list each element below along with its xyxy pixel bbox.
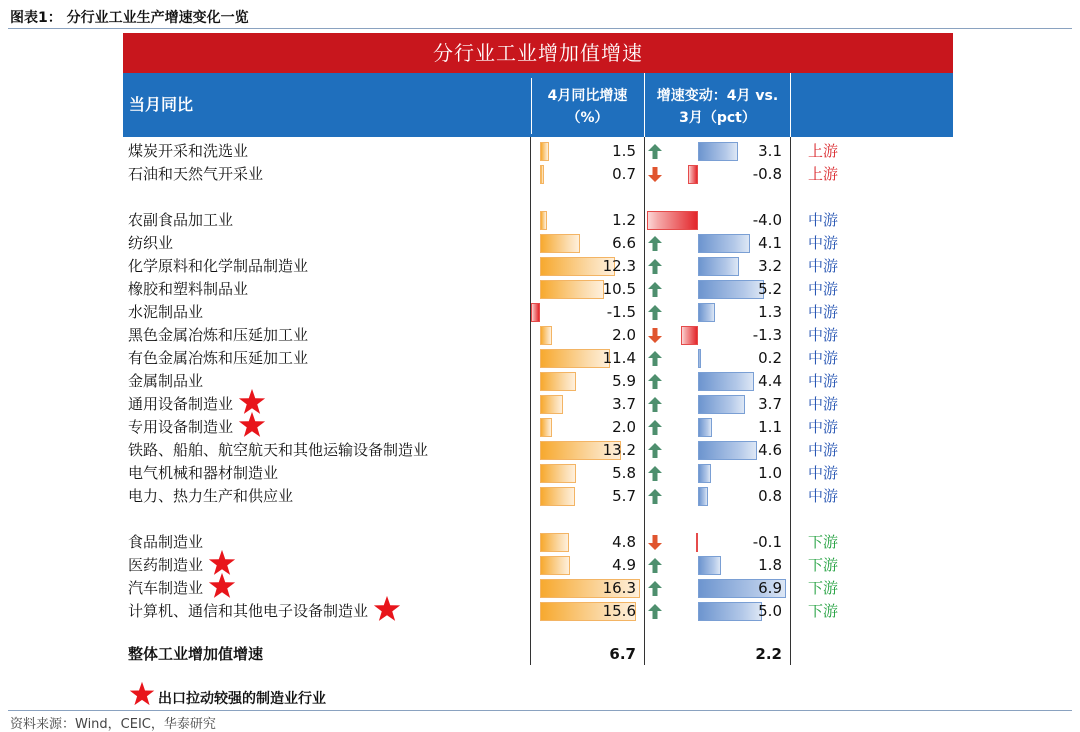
star-icon (207, 571, 237, 601)
change-label: 3.1 (758, 142, 782, 160)
value-label: -1.5 (606, 303, 636, 321)
arrow-up-icon (647, 603, 663, 620)
segment-label: 下游 (808, 579, 839, 597)
row-label: 有色金属冶炼和压延加工业 (128, 349, 309, 367)
header-separator (790, 78, 791, 134)
header-value-line2: （%） (566, 110, 609, 126)
row-label: 金属制品业 (128, 372, 204, 390)
segment-label: 中游 (808, 349, 839, 367)
change-label: 0.8 (758, 487, 782, 505)
header-separator (531, 78, 532, 134)
table-row (0, 347, 1080, 370)
value-label: 10.5 (602, 280, 636, 298)
table-banner: 分行业工业增加值增速 (123, 33, 953, 73)
value-label: 5.8 (612, 464, 636, 482)
header-category: 当月同比 (123, 73, 531, 137)
legend-label: 出口拉动较强的制造业行业 (158, 691, 326, 707)
segment-label: 中游 (808, 257, 839, 275)
row-label: 铁路、船舶、航空航天和其他运输设备制造业 (128, 441, 429, 459)
row-label: 专用设备制造业 (128, 418, 234, 436)
value-bar (540, 165, 544, 184)
row-label: 通用设备制造业 (128, 395, 234, 413)
change-label: 0.2 (758, 349, 782, 367)
source-rule (8, 710, 1072, 711)
value-label: 2.0 (612, 418, 636, 436)
row-label: 汽车制造业 (128, 579, 204, 597)
star-icon (237, 410, 267, 440)
change-bar (647, 211, 698, 230)
arrow-up-icon (647, 396, 663, 413)
segment-label: 中游 (808, 464, 839, 482)
change-label: 4.6 (758, 441, 782, 459)
title-rule (8, 28, 1072, 29)
segment-label: 中游 (808, 487, 839, 505)
table-row (0, 393, 1080, 416)
table-row (0, 255, 1080, 278)
row-label: 农副食品加工业 (128, 211, 234, 229)
segment-label: 中游 (808, 395, 839, 413)
change-label: 1.1 (758, 418, 782, 436)
value-label: 6.6 (612, 234, 636, 252)
segment-label: 中游 (808, 211, 839, 229)
row-label: 医药制造业 (128, 556, 204, 574)
arrow-down-icon (647, 534, 663, 551)
arrow-up-icon (647, 350, 663, 367)
header-value (531, 73, 644, 137)
row-label: 黑色金属冶炼和压延加工业 (128, 326, 309, 344)
row-label: 化学原料和化学制品制造业 (128, 257, 309, 275)
value-label: 2.0 (612, 326, 636, 344)
table-row (0, 301, 1080, 324)
change-label: 5.0 (758, 602, 782, 620)
change-label: -0.1 (752, 533, 782, 551)
arrow-up-icon (647, 465, 663, 482)
arrow-up-icon (647, 235, 663, 252)
header-value-line1: 4月同比增速 (547, 88, 628, 104)
table-row (0, 462, 1080, 485)
change-bar (681, 326, 698, 345)
arrow-down-icon (647, 166, 663, 183)
value-bar (540, 211, 547, 230)
arrow-up-icon (647, 557, 663, 574)
change-label: 1.3 (758, 303, 782, 321)
segment-label: 中游 (808, 418, 839, 436)
arrow-up-icon (647, 442, 663, 459)
arrow-up-icon (647, 419, 663, 436)
row-label: 电气机械和器材制造业 (128, 464, 279, 482)
value-label: 3.7 (612, 395, 636, 413)
value-label: 11.4 (602, 349, 636, 367)
table-row (0, 600, 1080, 623)
arrow-up-icon (647, 258, 663, 275)
table-row (0, 416, 1080, 439)
table-row (0, 370, 1080, 393)
row-label: 计算机、通信和其他电子设备制造业 (128, 602, 369, 620)
header-change (645, 73, 790, 137)
change-label: 3.7 (758, 395, 782, 413)
row-label: 煤炭开采和洗选业 (128, 142, 249, 160)
header-change-line1: 增速变动：4月 vs. (656, 88, 779, 104)
segment-label: 中游 (808, 234, 839, 252)
header-change-line2: 3月（pct） (679, 110, 756, 126)
table-row (0, 485, 1080, 508)
segment-label: 下游 (808, 533, 839, 551)
value-label: 5.9 (612, 372, 636, 390)
segment-label: 上游 (808, 165, 839, 183)
star-icon (372, 594, 402, 624)
source-note: 资料来源：Wind，CEIC，华泰研究 (10, 717, 216, 732)
table-row (0, 324, 1080, 347)
row-label: 食品制造业 (128, 533, 204, 551)
header-separator (644, 78, 645, 134)
change-bar (688, 165, 698, 184)
arrow-up-icon (647, 580, 663, 597)
value-label: 16.3 (602, 579, 636, 597)
change-label: -4.0 (752, 211, 782, 229)
value-label: 1.2 (612, 211, 636, 229)
change-label: 4.1 (758, 234, 782, 252)
change-label: 6.9 (758, 579, 782, 597)
value-label: 15.6 (602, 602, 636, 620)
value-label: 13.2 (602, 441, 636, 459)
arrow-up-icon (647, 304, 663, 321)
change-label: -1.3 (752, 326, 782, 344)
table-row (0, 278, 1080, 301)
value-label: 1.5 (612, 142, 636, 160)
change-label: 1.8 (758, 556, 782, 574)
segment-label: 中游 (808, 441, 839, 459)
arrow-up-icon (647, 488, 663, 505)
segment-label: 中游 (808, 303, 839, 321)
table-row (0, 209, 1080, 232)
value-label: 5.7 (612, 487, 636, 505)
change-label: 5.2 (758, 280, 782, 298)
change-label: 4.4 (758, 372, 782, 390)
arrow-up-icon (647, 143, 663, 160)
table-row (0, 232, 1080, 255)
table-row (0, 140, 1080, 163)
change-bar (696, 533, 698, 552)
value-label: 4.8 (612, 533, 636, 551)
table-row (0, 554, 1080, 577)
arrow-down-icon (647, 327, 663, 344)
total-row (0, 643, 1080, 666)
table-row (0, 163, 1080, 186)
row-label: 石油和天然气开采业 (128, 165, 264, 183)
arrow-up-icon (647, 281, 663, 298)
total-change: 2.2 (755, 645, 782, 663)
row-label: 电力、热力生产和供应业 (128, 487, 294, 505)
change-label: -0.8 (752, 165, 782, 183)
segment-label: 中游 (808, 280, 839, 298)
value-label: 12.3 (602, 257, 636, 275)
total-value: 6.7 (609, 645, 636, 663)
segment-label: 下游 (808, 602, 839, 620)
table-row (0, 439, 1080, 462)
row-label: 纺织业 (128, 234, 174, 252)
segment-label: 上游 (808, 142, 839, 160)
header-segment (791, 73, 953, 137)
change-label: 1.0 (758, 464, 782, 482)
value-bar (531, 303, 540, 322)
figure-title: 图表1： 分行业工业生产增速变化一览 (10, 10, 249, 26)
total-label: 整体工业增加值增速 (128, 645, 264, 663)
segment-label: 中游 (808, 372, 839, 390)
table-row (0, 577, 1080, 600)
segment-label: 中游 (808, 326, 839, 344)
segment-label: 下游 (808, 556, 839, 574)
change-label: 3.2 (758, 257, 782, 275)
table-row (0, 531, 1080, 554)
row-label: 橡胶和塑料制品业 (128, 280, 249, 298)
arrow-up-icon (647, 373, 663, 390)
value-label: 0.7 (612, 165, 636, 183)
star-icon (128, 680, 156, 708)
value-label: 4.9 (612, 556, 636, 574)
row-label: 水泥制品业 (128, 303, 204, 321)
